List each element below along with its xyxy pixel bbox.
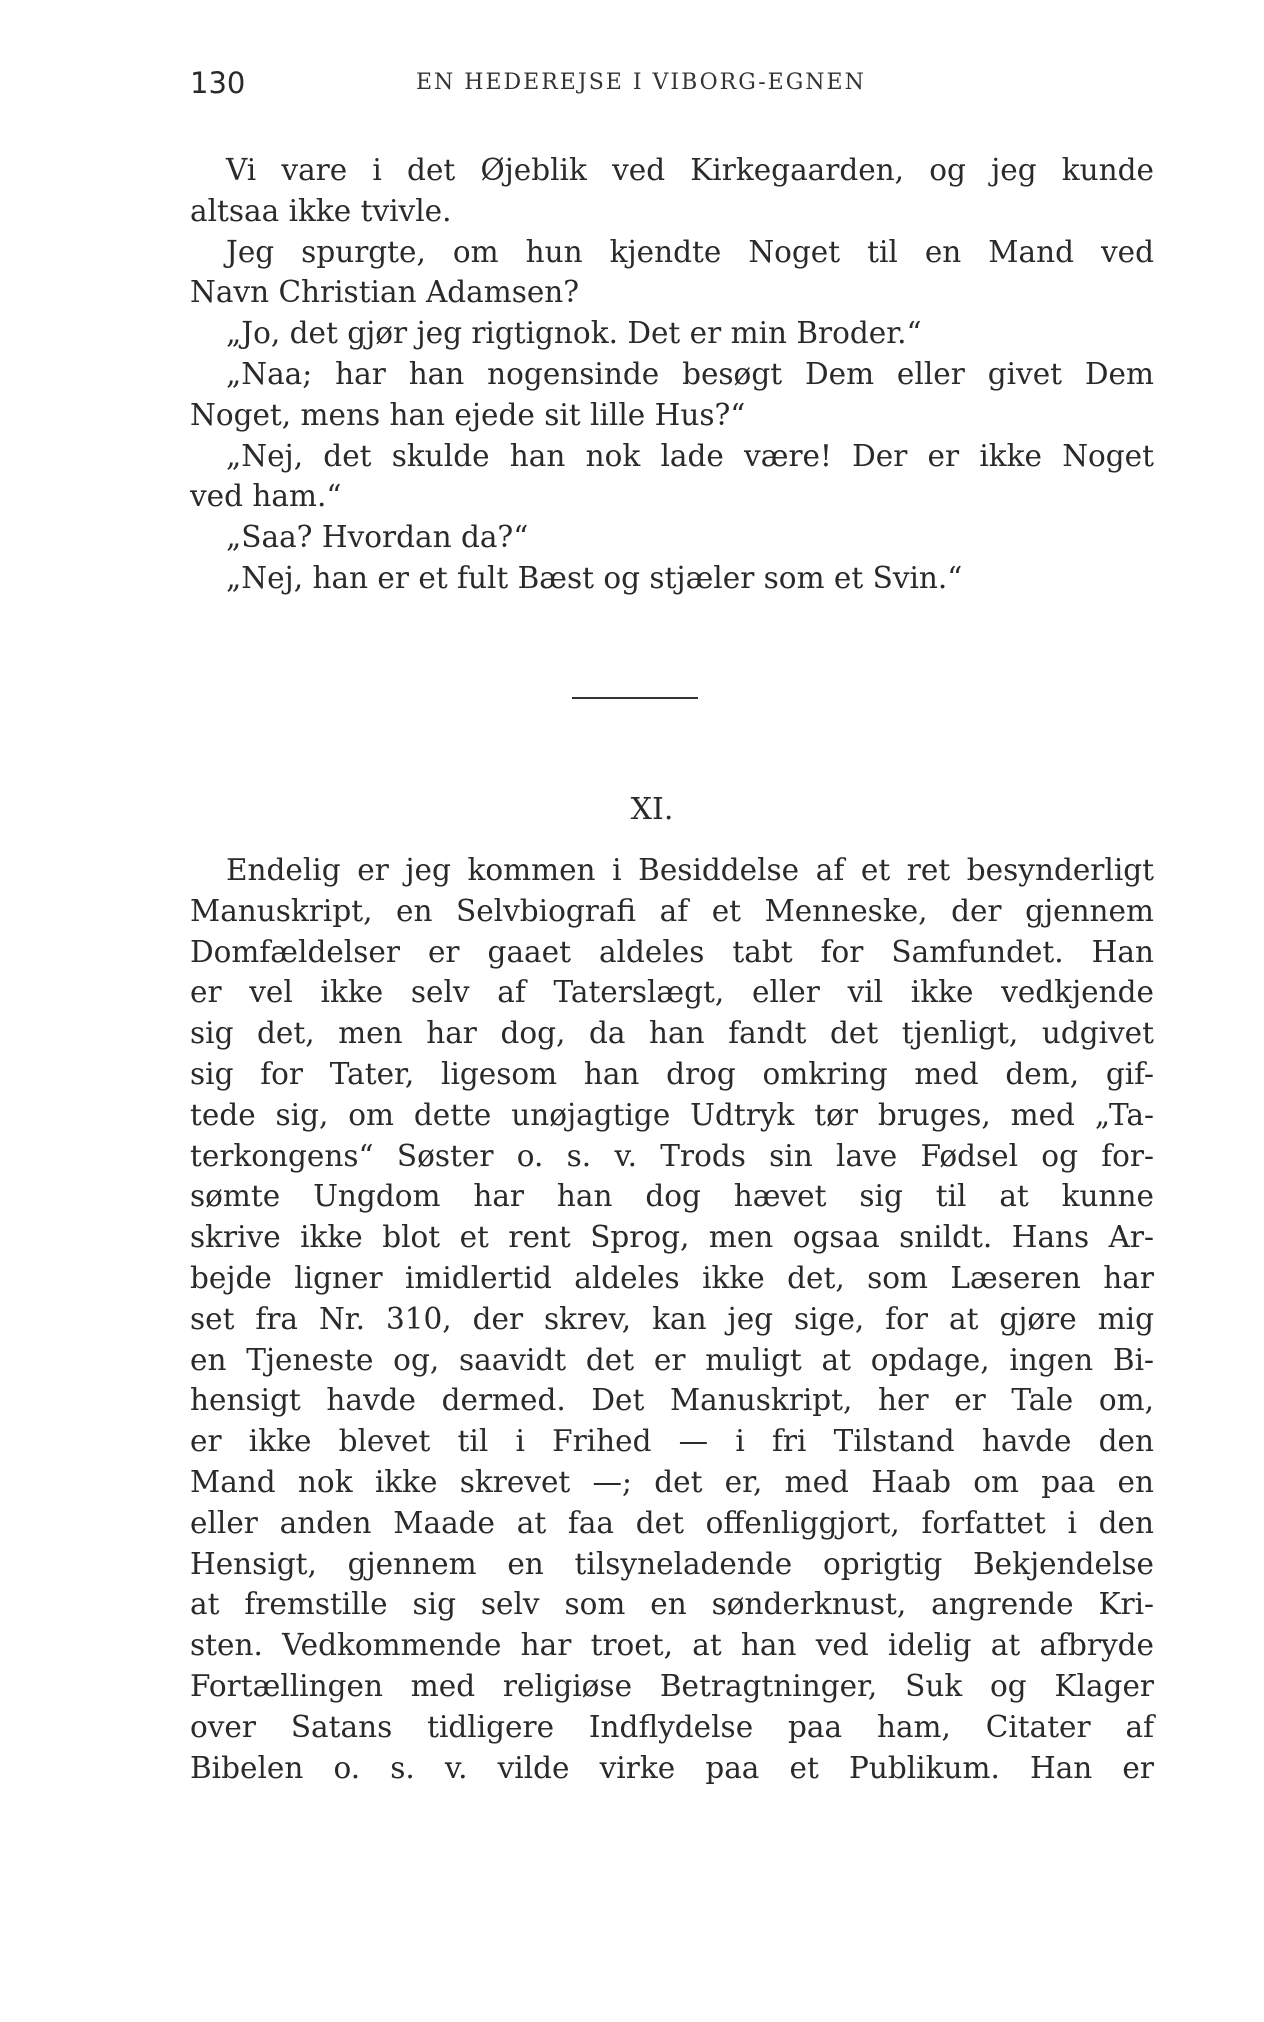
text-line: „Naa; har han nogensinde besøgt Dem eller givet Dem (226, 356, 1154, 391)
text-line: „Saa? Hvordan da?“ (226, 520, 529, 555)
text-line: Endelig er jeg kommen i Besiddelse af et ret besynderligt (226, 853, 1154, 887)
chapter-number: XI. (630, 792, 674, 827)
text-line: set fra Nr. 310, der skrev, kan jeg sige, for at gjøre mig (190, 1301, 1154, 1336)
section-divider (572, 697, 698, 699)
text-line: Navn Christian Adamsen? (190, 275, 580, 310)
text-line: terkongens“ Søster o. s. v. Trods sin lave Fødsel og for- (190, 1138, 1154, 1173)
text-line: Noget, mens han ejede sit lille Hus?“ (190, 397, 746, 432)
text-line: er vel ikke selv af Taterslægt, eller vil ikke vedkjende (190, 975, 1154, 1010)
dialogue-section (190, 150, 1154, 599)
running-head: EN HEDEREJSE I VIBORG-EGNEN (416, 70, 866, 95)
text-line: altsaa ikke tvivle. (190, 193, 452, 228)
text-line: sig for Tater, ligesom han drog omkring med dem, gif- (190, 1056, 1154, 1091)
text-line: bejde ligner imidlertid aldeles ikke det, som Læseren har (190, 1260, 1154, 1295)
page-number: 130 (190, 66, 246, 100)
text-line: Hensigt, gjennem en tilsyneladende oprigtig Bekjendelse (190, 1546, 1154, 1581)
text-line: „Nej, han er et fult Bæst og stjæler som et Svin.“ (226, 560, 963, 595)
page-header (190, 66, 1150, 102)
text-line: Vi vare i det Øjeblik ved Kirkegaarden, og jeg kunde (226, 153, 1154, 187)
text-line: sig det, men har dog, da han fandt det tjenligt, udgivet (190, 1016, 1154, 1051)
text-line: Fortællingen med religiøse Betragtninger, Suk og Klager (190, 1668, 1154, 1703)
chapter-body (190, 850, 1154, 1788)
text-line: hensigt havde dermed. Det Manuskript, her er Tale om, (190, 1383, 1154, 1418)
text-line: Mand nok ikke skrevet —; det er, med Haab om paa en (190, 1464, 1154, 1499)
text-line: tede sig, om dette unøjagtige Udtryk tør bruges, med „Ta- (190, 1097, 1154, 1132)
text-line: eller anden Maade at faa det offenliggjort, forfattet i den (190, 1505, 1154, 1540)
text-line: Domfældelser er gaaet aldeles tabt for Samfundet. Han (190, 934, 1154, 969)
text-line: Manuskript, en Selvbiografi af et Menneske, der gjennem (190, 893, 1154, 928)
text-line: er ikke blevet til i Frihed — i fri Tilstand havde den (190, 1424, 1154, 1459)
text-line: „Jo, det gjør jeg rigtignok. Det er min Broder.“ (226, 316, 922, 351)
text-line: sømte Ungdom har han dog hævet sig til at kunne (190, 1179, 1154, 1214)
text-line: at fremstille sig selv som en sønderknust, angrende Kri- (190, 1587, 1154, 1622)
text-line: Jeg spurgte, om hun kjendte Noget til en Mand ved (226, 234, 1154, 269)
text-line: skrive ikke blot et rent Sprog, men ogsaa snildt. Hans Ar- (190, 1220, 1154, 1255)
text-line: sten. Vedkommende har troet, at han ved idelig at afbryde (190, 1628, 1154, 1663)
text-line: over Satans tidligere Indflydelse paa ham, Citater af (190, 1709, 1154, 1744)
text-line: Bibelen o. s. v. vilde virke paa et Publikum. Han er (190, 1750, 1154, 1785)
text-line: en Tjeneste og, saavidt det er muligt at opdage, ingen Bi- (190, 1342, 1154, 1377)
text-line: ved ham.“ (190, 479, 342, 514)
text-line: „Nej, det skulde han nok lade være! Der er ikke Noget (226, 438, 1154, 473)
